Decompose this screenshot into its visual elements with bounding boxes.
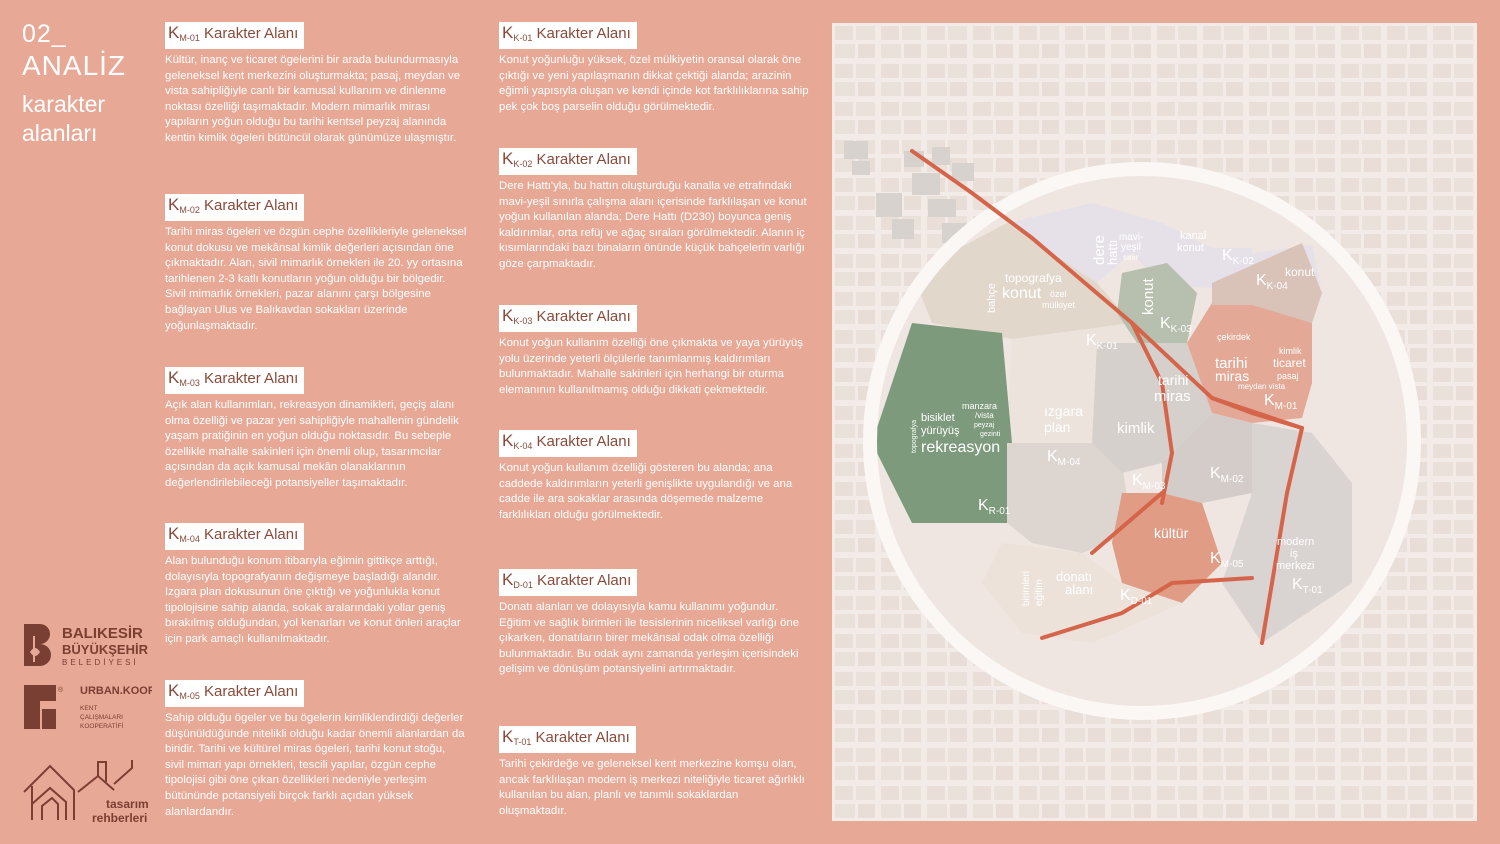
label-kk03: $K_{K-03}$	[1160, 315, 1192, 335]
block-kk03	[499, 305, 809, 398]
urban-koop-name: URBAN.KOOP	[80, 685, 152, 697]
word-kultur: kültür	[1154, 525, 1189, 541]
block-km02	[165, 194, 467, 334]
word-kanal: kanal	[1180, 230, 1207, 242]
word-yuruyus: yürüyüş	[921, 425, 960, 437]
word-pasaj: pasaj	[1277, 371, 1299, 381]
block-km04	[165, 523, 467, 648]
word-konut-d: konut	[1285, 265, 1315, 279]
bbb-line-2: BÜYÜKŞEHİR	[62, 642, 148, 657]
tag-kk04: $K_{K-04}$ Karakter Alanı	[499, 430, 637, 457]
label-km05: $K_{M-05}$	[1210, 550, 1244, 570]
word-konut-c: konut	[1140, 278, 1157, 315]
tasarim-word: tasarım	[106, 797, 149, 811]
word-gezinti: gezinti	[980, 431, 1001, 438]
word-rekreasyon: rekreasyon	[921, 439, 1001, 456]
tag-kd01: $K_{D-01}$ Karakter Alanı	[499, 569, 637, 596]
label-kr01: $K_{R-01}$	[978, 497, 1011, 517]
word-donati: donatı	[1056, 569, 1093, 584]
word-tarihi-b: tarihi	[1158, 372, 1189, 388]
tag-km01: $K_{M-01}$ Karakter Alanı	[165, 22, 304, 49]
word-kimlik-b: kimlik	[1117, 420, 1155, 437]
urban-reg-mark: ®	[58, 687, 64, 694]
tag-km04: $K_{M-04}$ Karakter Alanı	[165, 523, 304, 550]
header-number: 02_	[22, 20, 67, 48]
word-manzara: manzara	[962, 401, 998, 411]
rehberleri-word: rehberleri	[92, 811, 148, 825]
desc-kk01: Konut yoğunluğu yüksek, özel mülkiyetin oransal olarak öne çıktığı ve yeni yapılaşmanın dikkat çektiği alanda; arazinin eğimli yapısıyla oluşan ve kendi içinde kot farklılıklarına sahip pek çok boş parselin olduğu görülmektedir.	[499, 54, 809, 113]
tag-km02: $K_{M-02}$ Karakter Alanı	[165, 194, 304, 221]
word-meydan-vista: meydan vista	[1238, 382, 1286, 391]
block-km03	[165, 367, 467, 492]
word-ticaret: ticaret	[1273, 356, 1306, 370]
desc-kt01: Tarihi çekirdeğe ve geleneksel kent merkezine komşu olan, ancak farklılaşan modern iş merkezi niteliğiyle ticaret ağırlıklı kullanılan bu alan, planlı ve tanımlı sokaklardan oluşmaktadır.	[499, 758, 805, 817]
label-km04: $K_{M-04}$	[1047, 448, 1081, 468]
word-bisiklet: bisiklet	[921, 412, 955, 424]
desc-kk02: Dere Hattı'yla, bu hattın oluşturduğu kanalla ve etrafındaki mavi-yeşil sınırla çalışma alanı içerisinde farklılaşan ve konut yoğun kullanılan alanda; Dere Hattı (D230) boyunca geniş kaldırımlar, orta refüj ve ağaç sıraları görülmektedir. Alanın iç kısımlarındaki bazı binaların önünde küçük bahçelerin varlığı göze çarpmaktadır.	[499, 180, 807, 270]
balikesir-logo	[22, 622, 152, 673]
word-egitim: eğitim	[1034, 579, 1045, 606]
kent-line-1: KENT	[80, 705, 98, 712]
word-tarihi-a: tarihi	[1215, 355, 1248, 372]
subtitle-line-2: alanları	[22, 120, 98, 146]
tag-kt01: $K_{T-01}$ Karakter Alanı	[499, 726, 636, 753]
tag-km05: $K_{M-05}$ Karakter Alanı	[165, 680, 304, 707]
word-sinir: sınır	[1123, 253, 1139, 262]
label-km03: $K_{M-03}$	[1132, 472, 1166, 492]
tag-km03: $K_{M-03}$ Karakter Alanı	[165, 367, 304, 394]
word-cekirdek: çekirdek	[1217, 332, 1251, 342]
word-ozel: özel	[1050, 289, 1067, 299]
page-subtitle	[22, 90, 142, 148]
word-miras-b: miras	[1154, 388, 1191, 405]
desc-km05: Sahip olduğu ögeler ve bu ögelerin kimliklendirdiği değerler düşünüldüğünde nitelikli olduğu kadar önemli alanlardan da biridir. Tarihi ve kültürel miras ögeleri, tarihi konut stoğu, sivil mimari yapı örnekleri, tescili yapılar, özgün cephe tipolojisi gibi öne çıkan özellikleri nedeniyle yerleşim bütününde potansiyeli birçok farklı açıdan yüksek alanlardandır.	[165, 712, 465, 818]
word-mavi: mavi-	[1119, 232, 1144, 243]
word-mulkiyet: mülkiyet	[1042, 300, 1076, 310]
block-kd01	[499, 569, 809, 678]
label-kt01: $K_{T-01}$	[1292, 576, 1323, 596]
word-kimlik-a: kimlik	[1279, 346, 1302, 356]
label-kk02: $K_{K-02}$	[1222, 247, 1254, 267]
word-izgara: ızgara	[1044, 403, 1083, 419]
word-is: iş	[1290, 548, 1298, 560]
tag-kk03: $K_{K-03}$ Karakter Alanı	[499, 305, 637, 332]
tag-kk02: $K_{K-02}$ Karakter Alanı	[499, 148, 637, 175]
desc-km04: Alan bulunduğu konum itibarıyla eğimin gittikçe arttığı, dolayısıyla topografyanın değişmeye başladığı alandır. Izgara plan dokusunun öne çıktığı ve yoğunlukla konut tipolojisine sahip alanda, sokak aralarındaki yollar geniş bırakılmış olduğundan, yol kenarları ve konut önleri araçlar için park amaçlı kullanılmaktadır.	[165, 555, 461, 645]
word-peyzaj: peyzaj	[974, 422, 995, 429]
desc-kk04: Konut yoğun kullanım özelliği gösteren bu alanda; ana caddede kaldırımların yeterli genişlikte uygulandığı ve ana cadde ile ara sokaklar arasında döşemede malzeme farklılıkları olduğu görülmektedir.	[499, 462, 793, 521]
kent-line-3: KOOPERATİFİ	[80, 723, 124, 730]
word-topografya-vertical: topografya	[911, 419, 918, 453]
block-kk02	[499, 148, 809, 273]
urban-koop-emblem-icon	[24, 685, 56, 729]
word-konut-b: konut	[1177, 242, 1204, 254]
block-km05	[165, 680, 467, 820]
label-kk04: $K_{K-04}$	[1256, 272, 1288, 292]
word-topografya: topografya	[1005, 271, 1062, 285]
desc-km01: Kültür, inanç ve ticaret ögelerini bir arada bulundurmasıyla geleneksel kent merkezini oluşturmakta; pasaj, meydan ve vista sahipliğiyle canlı bir kamusal kullanım ve dinlenme noktası özelliği taşımaktadır. Modern mimarlık mirası yapıların yoğun olduğu bu tarihi kentsel peyzaj alanında kentin kimlik ögeleri bütüncül olarak günümüze ulaşmıştır.	[165, 54, 461, 144]
label-km01: $K_{M-01}$	[1264, 392, 1298, 412]
block-km01	[165, 22, 467, 147]
word-modern: modern	[1277, 536, 1315, 548]
bbb-line-1: BALIKESİR	[62, 625, 143, 642]
bbb-line-3: BELEDİYESİ	[62, 658, 139, 667]
tasarim-rehberleri-logo	[22, 752, 152, 831]
block-kt01	[499, 726, 809, 819]
word-birimleri: birimleri	[1021, 571, 1032, 606]
label-kk01: $K_{K-01}$	[1086, 332, 1118, 352]
desc-km02: Tarihi miras ögeleri ve özgün cephe özellikleriyle geleneksel konut dokusu ve mekânsal kimlik değerleri açısından öne çıkmaktadır. Alan, sivil mimarlık örnekleri ile 20. yy ortasına tarihlenen 2-3 katlı konutların yoğun olduğu bir bölgedir. Sivil mimarlık örnekleri, pazar alanını çarşı bölgesine bağlayan Ulus ve Balıkavdan sokakları üzerinde yoğunlaşmaktadır.	[165, 226, 467, 332]
word-merkezi: merkezi	[1276, 560, 1315, 572]
word-yesil: yeşil	[1121, 242, 1142, 253]
word-miras-a: miras	[1215, 368, 1250, 384]
word-bahce: bahçe	[986, 283, 998, 313]
urban-koop-logo	[22, 683, 152, 736]
bbb-emblem-icon	[22, 622, 152, 668]
character-areas-map	[832, 23, 1477, 821]
label-km02: $K_{M-02}$	[1210, 465, 1244, 485]
page-title: ANALİZ	[22, 50, 127, 81]
word-plan: plan	[1044, 419, 1071, 435]
word-hatti: hattı	[1105, 239, 1120, 265]
tag-kk01: $K_{K-01}$ Karakter Alanı	[499, 22, 637, 49]
label-kd01: $K_{D-01}$	[1120, 587, 1153, 607]
word-dere: dere	[1091, 234, 1108, 265]
block-kk04	[499, 430, 809, 523]
word-konut-a: konut	[1002, 285, 1042, 302]
subtitle-line-1: karakter	[22, 91, 106, 117]
word-vista: /vista	[975, 411, 994, 420]
block-kk01	[499, 22, 809, 115]
desc-kd01: Donatı alanları ve dolayısıyla kamu kullanımı yoğundur. Eğitim ve sağlık birimleri ile tesislerinin niceliksel varlığı öne çıkarken, donatıların birer mekânsal odak olma özelliği bulunmaktadır. Bu odak aynı zamanda yerleşim içerisindeki gelişim ve dönüşüm potansiyelini artırmaktadır.	[499, 601, 800, 676]
desc-kk03: Konut yoğun kullanım özelliği öne çıkmakta ve yaya yürüyüş yolu üzerinde yeterli ölçülerle tanımlanmış kaldırımları bulunmaktadır. Mahalle sakinleri için herhangi bir oturma elemanının kullanılmamış olduğu dikkati çekmektedir.	[499, 337, 803, 396]
kent-line-2: ÇALIŞMALARI	[80, 714, 123, 721]
word-alani: alanı	[1065, 582, 1094, 597]
desc-km03: Açık alan kullanımları, rekreasyon dinamikleri, geçiş alanı olma özelliği ve pazar yeri sahipliğiyle mahallenin gündelik yaşam pratiğinin en yoğun olduğu noktasıdır. Bu sebeple özellikle mahalle sakinleri için önemli olup, tasarımcılar açısından da açık kamusal mekân olanaklarının değerlendirilebileceği potansiyeller taşımaktadır.	[165, 399, 459, 489]
